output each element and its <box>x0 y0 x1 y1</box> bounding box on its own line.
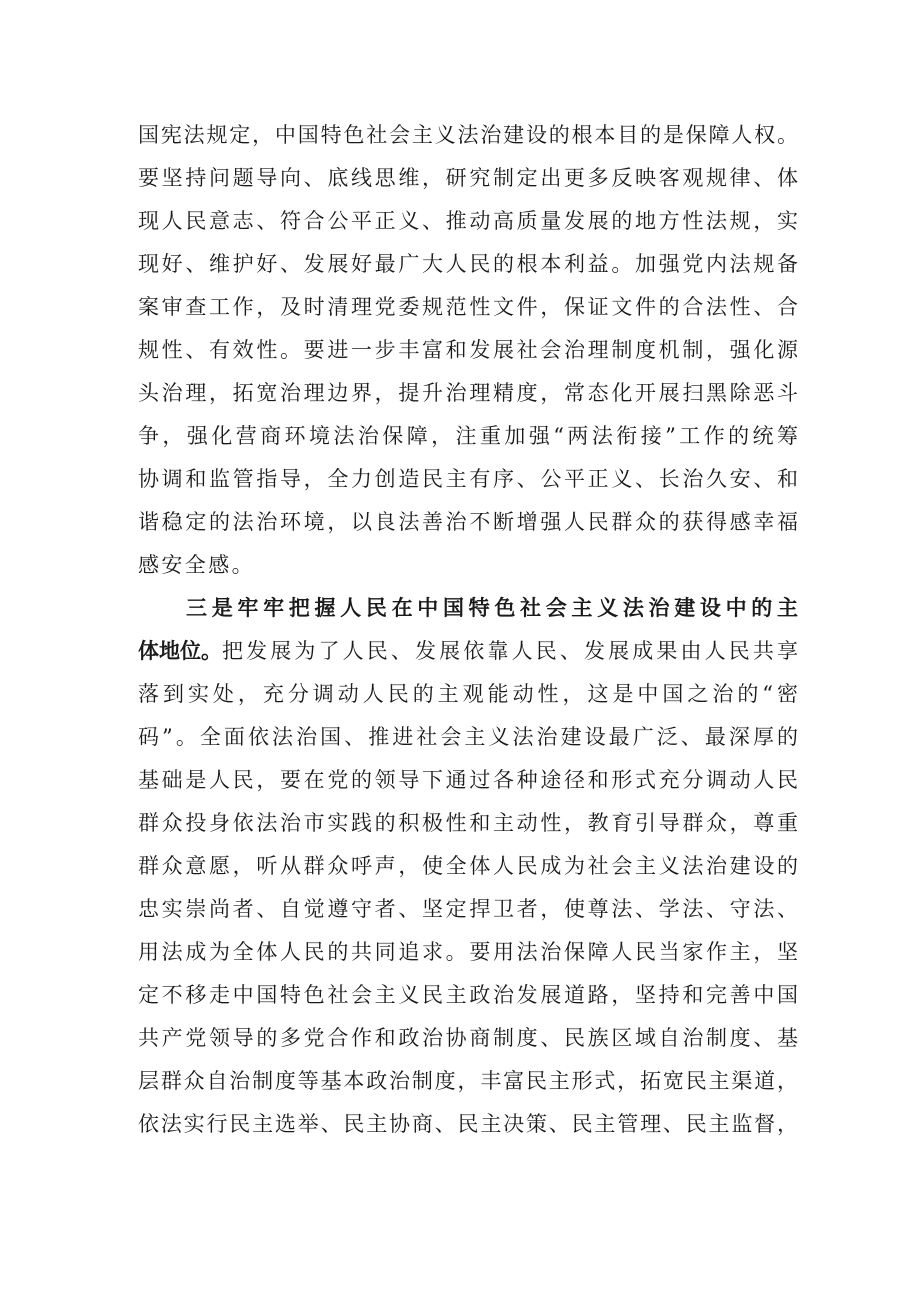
paragraph-line: 感安全感。 <box>138 553 255 577</box>
paragraph-text: 把发展为了人民、发展依靠人民、发展成果由人民共享 <box>222 639 798 663</box>
paragraph-line <box>138 639 798 663</box>
paragraph-line: 用法成为全体人民的共同追求。要用法治保障人民当家作主，坚 <box>138 940 798 964</box>
paragraph-line: 基础是人民，要在党的领导下通过各种途径和形式充分调动人民 <box>138 768 798 792</box>
paragraph-line: 谐稳定的法治环境，以良法善治不断增强人民群众的获得感幸福 <box>138 510 798 534</box>
paragraph-line: 共产党领导的多党合作和政治协商制度、民族区域自治制度、基 <box>138 1026 798 1050</box>
paragraph-line: 定不移走中国特色社会主义民主政治发展道路，坚持和完善中国 <box>138 983 798 1007</box>
paragraph-line: 头治理，拓宽治理边界，提升治理精度，常态化开展扫黑除恶斗 <box>138 381 798 405</box>
paragraph-line: 忠实崇尚者、自觉遵守者、坚定捍卫者，使尊法、学法、守法、 <box>138 897 798 921</box>
paragraph-line: 层群众自治制度等基本政治制度，丰富民主形式，拓宽民主渠道， <box>138 1069 798 1093</box>
paragraph-line: 群众意愿，听从群众呼声，使全体人民成为社会主义法治建设的 <box>138 854 798 878</box>
paragraph-line: 落到实处，充分调动人民的主观能动性，这是中国之治的“密 <box>138 682 798 706</box>
paragraph-line: 群众投身依法治市实践的积极性和主动性，教育引导群众，尊重 <box>138 811 798 835</box>
paragraph-line: 码”。全面依法治国、推进社会主义法治建设最广泛、最深厚的 <box>138 725 798 749</box>
paragraph-line: 规性、有效性。要进一步丰富和发展社会治理制度机制，强化源 <box>138 338 798 362</box>
paragraph-line: 要坚持问题导向、底线思维，研究制定出更多反映客观规律、体 <box>138 166 798 190</box>
paragraph-line: 协调和监管指导，全力创造民主有序、公平正义、长治久安、和 <box>138 467 798 491</box>
section-heading-end: 体地位。 <box>138 639 222 663</box>
paragraph-line: 案审查工作，及时清理党委规范性文件，保证文件的合法性、合 <box>138 295 798 319</box>
paragraph-line: 争，强化营商环境法治保障，注重加强“两法衔接”工作的统筹 <box>138 424 798 448</box>
paragraph-line: 国宪法规定，中国特色社会主义法治建设的根本目的是保障人权。 <box>138 123 798 147</box>
paragraph-line: 现好、维护好、发展好最广大人民的根本利益。加强党内法规备 <box>138 252 798 276</box>
section-heading: 三是牢牢把握人民在中国特色社会主义法治建设中的主 <box>186 596 798 620</box>
paragraph-line: 依法实行民主选举、民主协商、民主决策、民主管理、民主监督， <box>138 1112 798 1136</box>
paragraph-line: 现人民意志、符合公平正义、推动高质量发展的地方性法规，实 <box>138 209 798 233</box>
